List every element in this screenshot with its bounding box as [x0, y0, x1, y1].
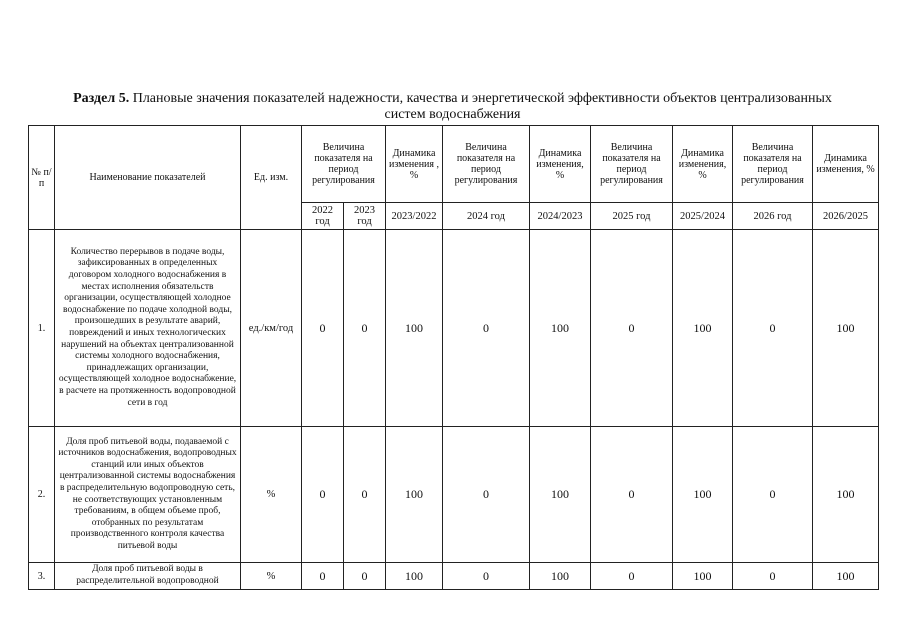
indicator-name: Доля проб питьевой воды, подаваемой с источников водоснабжения, водопроводных станций или иных объектов централизованной системы водоснабжения в распределительную водопроводную сеть, не соответствующих установленным требованиям, в общем объеме проб, отобранных по результатам производственного контроля качества питьевой воды: [55, 427, 241, 563]
value-2024: 0: [443, 230, 530, 427]
indicator-name: Количество перерывов в подаче воды, зафиксированных в определенных договором холодного водоснабжения в местах исполнения обязательств организации, осуществляющей холодное водоснабжение по подаче холодной воды, произошедших в результате аварий, повреждений и иных технологических нарушений на объектах централизованной системы холодного водоснабжения, принадлежащих организации, осуществляющей холодное водоснабжение, в расчете на протяженность водопроводной сети в год: [55, 230, 241, 427]
value-2023: 0: [344, 230, 386, 427]
section-title: [60, 91, 845, 123]
dynamics-2025-2024: 100: [673, 230, 733, 427]
value-2022: 0: [302, 427, 344, 563]
dynamics-2025-2024: 100: [673, 563, 733, 590]
dynamics-2024-2023: 100: [530, 563, 591, 590]
dynamics-2026-2025: 100: [813, 563, 879, 590]
value-2026: 0: [733, 230, 813, 427]
table-header-row: [29, 126, 879, 203]
section-title-text: Плановые значения показателей надежности, качества и энергетической эффективности объектов централизованных систем водоснабжения: [129, 91, 832, 122]
dynamics-2023-2022: 100: [386, 230, 443, 427]
table-row: [29, 563, 879, 590]
header-num: № п/п: [29, 126, 55, 230]
subheader-2026: 2026 год: [733, 203, 813, 230]
value-2024: 0: [443, 563, 530, 590]
row-number: 3.: [29, 563, 55, 590]
value-2025: 0: [591, 563, 673, 590]
header-name: Наименование показателей: [55, 126, 241, 230]
indicator-unit: ед./км/год: [241, 230, 302, 427]
value-2025: 0: [591, 230, 673, 427]
indicator-name: Доля проб питьевой воды в распределительной водопроводной: [55, 563, 241, 590]
header-dynamics-2: Динамика изменения, %: [530, 126, 591, 203]
subheader-2023: 2023 год: [344, 203, 386, 230]
row-number: 2.: [29, 427, 55, 563]
dynamics-2025-2024: 100: [673, 427, 733, 563]
value-2022: 0: [302, 563, 344, 590]
indicator-unit: %: [241, 563, 302, 590]
table-row: [29, 230, 879, 427]
subheader-2024-2023: 2024/2023: [530, 203, 591, 230]
value-2026: 0: [733, 427, 813, 563]
value-2025: 0: [591, 427, 673, 563]
subheader-2022: 2022 год: [302, 203, 344, 230]
header-dynamics-3: Динамика изменения, %: [673, 126, 733, 203]
header-dynamics-4: Динамика изменения, %: [813, 126, 879, 203]
header-value-period: Величина показателя на период регулирования: [302, 126, 386, 203]
subheader-2024: 2024 год: [443, 203, 530, 230]
header-value-4: Величина показателя на период регулирования: [733, 126, 813, 203]
subheader-2026-2025: 2026/2025: [813, 203, 879, 230]
row-number: 1.: [29, 230, 55, 427]
dynamics-2026-2025: 100: [813, 427, 879, 563]
dynamics-2026-2025: 100: [813, 230, 879, 427]
dynamics-2024-2023: 100: [530, 230, 591, 427]
section-title-number: Раздел 5.: [73, 91, 130, 106]
value-2023: 0: [344, 563, 386, 590]
dynamics-2023-2022: 100: [386, 563, 443, 590]
subheader-2025: 2025 год: [591, 203, 673, 230]
subheader-2023-2022: 2023/2022: [386, 203, 443, 230]
value-2024: 0: [443, 427, 530, 563]
value-2022: 0: [302, 230, 344, 427]
dynamics-2023-2022: 100: [386, 427, 443, 563]
value-2023: 0: [344, 427, 386, 563]
subheader-2025-2024: 2025/2024: [673, 203, 733, 230]
indicator-unit: %: [241, 427, 302, 563]
dynamics-2024-2023: 100: [530, 427, 591, 563]
header-dynamics-1: Динамика изменения , %: [386, 126, 443, 203]
header-value-3: Величина показателя на период регулирования: [591, 126, 673, 203]
header-value-2: Величина показателя на период регулирования: [443, 126, 530, 203]
indicators-table: [28, 125, 879, 590]
table-row: [29, 427, 879, 563]
value-2026: 0: [733, 563, 813, 590]
header-unit: Ед. изм.: [241, 126, 302, 230]
